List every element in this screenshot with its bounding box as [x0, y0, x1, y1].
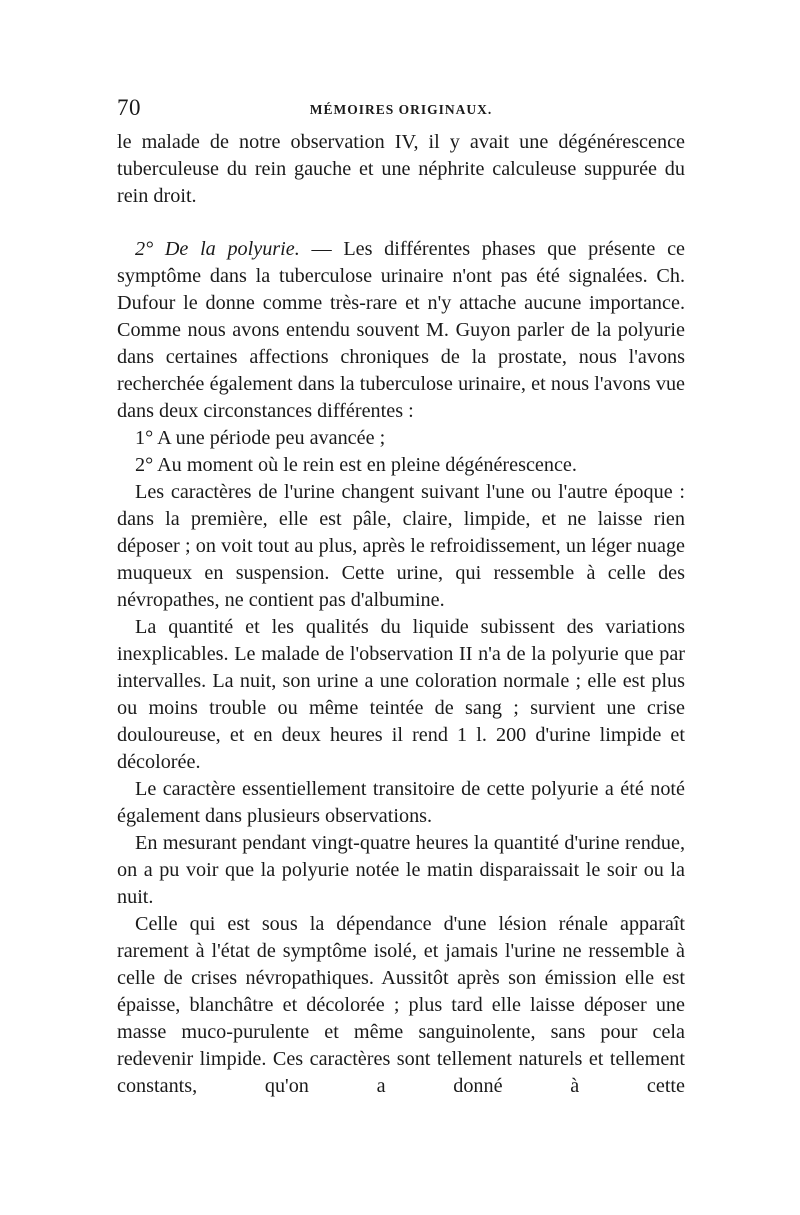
page-header [117, 95, 685, 125]
paragraph-continuation: le malade de notre observation IV, il y avait une dégénérescence tuberculeuse du rein gauche et une néphrite calculeuse suppurée du rein droit. [117, 131, 685, 207]
body-text [117, 129, 685, 1100]
paragraph-text: — Les différentes phases que présente ce symptôme dans la tuberculose urinaire n'ont pas été signalées. Ch. Dufour le donne comme très-rare et n'y attache aucune importance. Comme nous avons entendu souvent M. Guyon parler de la polyurie dans certaines affections chroniques de la prostate, nous l'avons recherchée également dans la tuberculose urinaire, et nous l'avons vue dans deux circonstances différentes : [117, 238, 685, 422]
list-item-2: 2° Au moment où le rein est en pleine dégénérescence. [135, 454, 577, 476]
paragraph-transitory: Le caractère essentiellement transitoire de cette polyurie a été noté également dans plusieurs observations. [117, 778, 685, 827]
section-heading: 2° De la polyurie. [135, 238, 300, 260]
paragraph-renal-lesion: Celle qui est sous la dépendance d'une lésion rénale apparaît rarement à l'état de symptôme isolé, et jamais l'urine ne ressemble à celle de crises névropathiques. Aussitôt après son émission elle est épaisse, blanchâtre et décolorée ; plus tard elle laisse déposer une masse muco-purulente et même sanguinolente, sans pour cela redevenir limpide. Ces caractères sont tellement naturels et tellement constants, qu'on a donné à cette [117, 913, 685, 1097]
paragraph-urine-characters: Les caractères de l'urine changent suivant l'une ou l'autre époque : dans la première, elle est pâle, claire, limpide, et ne laisse rien déposer ; on voit tout au plus, après le refroidissement, un léger nuage muqueux en suspension. Cette urine, qui ressemble à celle des névropathes, ne contient pas d'albumine. [117, 481, 685, 611]
running-head: MÉMOIRES ORIGINAUX. [309, 102, 493, 117]
list-item-1: 1° A une période peu avancée ; [135, 427, 386, 449]
paragraph-measurement: En mesurant pendant vingt-quatre heures la quantité d'urine rendue, on a pu voir que la polyurie notée le matin disparaissait le soir ou la nuit. [117, 832, 685, 908]
paragraph-polyurie [117, 236, 685, 425]
paragraph-variations: La quantité et les qualités du liquide subissent des variations inexplicables. Le malade de l'observation II n'a de la polyurie que par intervalles. La nuit, son urine a une coloration normale ; elle est plus ou moins trouble ou même teintée de sang ; survient une crise douloureuse, et en deux heures il rend 1 l. 200 d'urine limpide et décolorée. [117, 616, 685, 773]
book-page [117, 95, 685, 1100]
page-number: 70 [117, 95, 141, 120]
